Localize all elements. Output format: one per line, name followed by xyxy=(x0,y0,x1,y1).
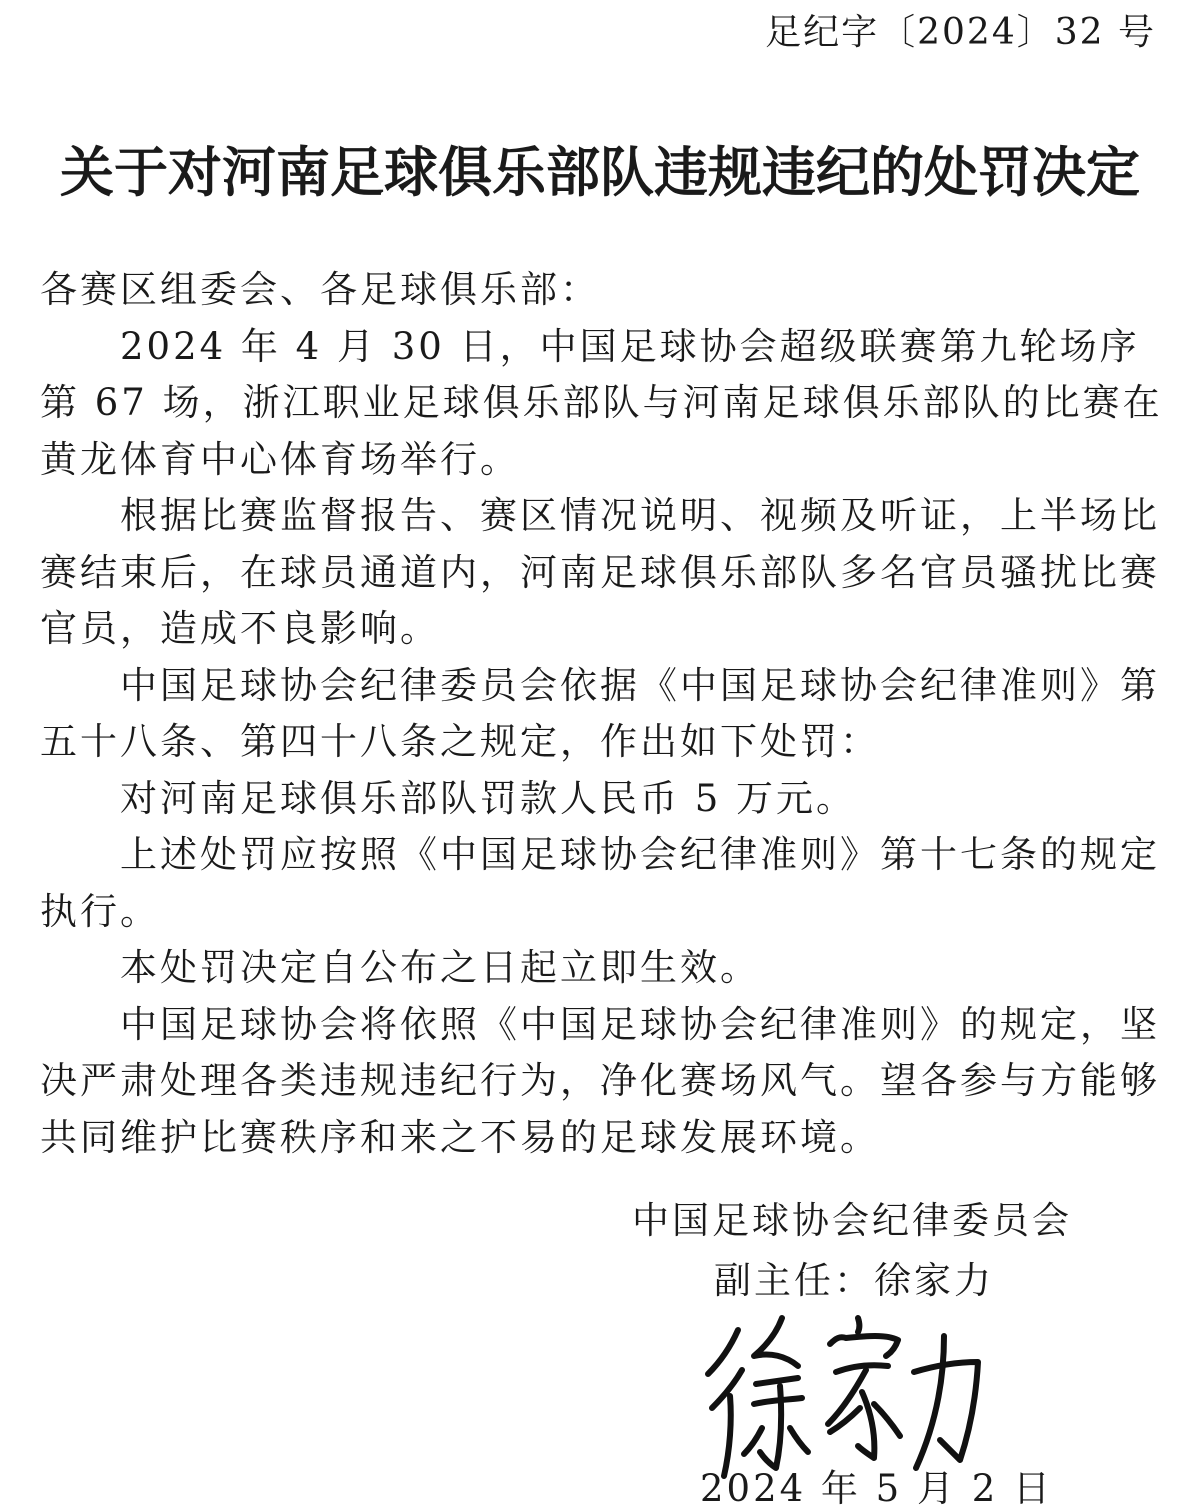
document-number: 足纪字〔2024〕32 号 xyxy=(765,12,1156,53)
paragraph-closing: 中国足球协会将依照《中国足球协会纪律准则》的规定，坚决严肃处理各类违规违纪行为，净化赛场风气。望各参与方能够共同维护比赛秩序和来之不易的足球发展环境。 xyxy=(40,1002,1160,1159)
paragraph-match-info: 2024 年 4 月 30 日，中国足球协会超级联赛第九轮场序第 67 场，浙江职业足球俱乐部队与河南足球俱乐部队的比赛在黄龙体育中心体育场举行。 xyxy=(40,324,1163,481)
paragraph-penalty: 对河南足球俱乐部队罚款人民币 5 万元。 xyxy=(120,776,857,820)
signature-organization: 中国足球协会纪律委员会 xyxy=(632,1199,1072,1242)
document-title: 关于对河南足球俱乐部队违规违纪的处罚决定 xyxy=(60,140,1140,204)
signature-title: 副主任：徐家力 xyxy=(714,1259,994,1302)
salutation: 各赛区组委会、各足球俱乐部： xyxy=(40,268,600,311)
document-body xyxy=(40,262,1175,1166)
paragraph-legal-basis: 中国足球协会纪律委员会依据《中国足球协会纪律准则》第五十八条、第四十八条之规定，作出如下处罚： xyxy=(40,663,1160,763)
paragraph-incident: 根据比赛监督报告、赛区情况说明、视频及听证，上半场比赛结束后，在球员通道内，河南足球俱乐部队多名官员骚扰比赛官员，造成不良影响。 xyxy=(40,494,1160,650)
paragraph-effective: 本处罚决定自公布之日起立即生效。 xyxy=(120,946,760,989)
signature-date: 2024 年 5 月 2 日 xyxy=(700,1467,1054,1509)
paragraph-execution: 上述处罚应按照《中国足球协会纪律准则》第十七条的规定执行。 xyxy=(40,833,1160,933)
